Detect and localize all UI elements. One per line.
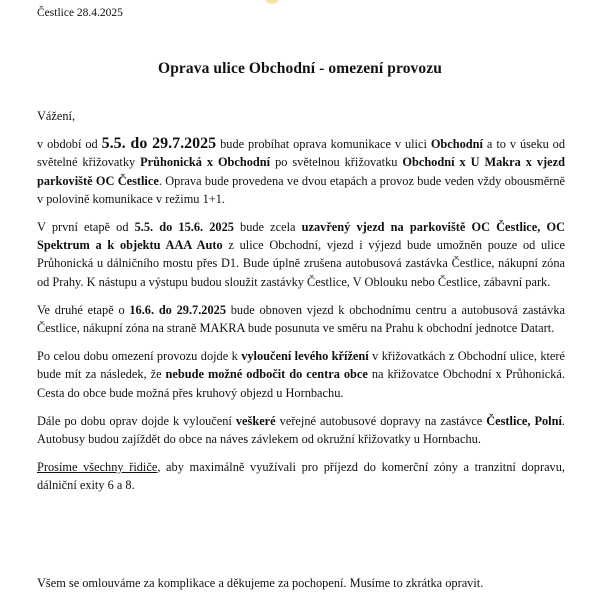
text: Ve druhé etapě o (37, 302, 130, 317)
text: . Autobusy budou zajíždět do obce na náves závlekem od okružní křižovatky u Hornbachu. (37, 413, 565, 447)
text: na křižovatce Obchodní x Průhonická. Cesta do obce bude možná přes kruhový objezd u Hornbachu. (37, 367, 565, 400)
greeting: Vážení, (37, 109, 76, 123)
no-turn-note: nebude možné odbočit do centra obce (165, 367, 368, 382)
letter-body (37, 107, 565, 505)
text: v období od (37, 137, 102, 152)
request-underlined: Prosíme všechny řidiče (37, 460, 158, 475)
text: V první etapě od (37, 220, 135, 235)
text: . Oprava bude provedena ve dvou etapách a provoz bude veden vždy obousměrně v polovině komunikace v režimu 1+1. (37, 173, 566, 206)
paragraph-stage-1 (37, 218, 565, 291)
closure-note: uzavřený vjezd na parkoviště OC Čestlice, OC Spektrum a k objektu AAA Auto (37, 220, 565, 253)
text: Dále po dobu oprav dojde k vyloučení (37, 413, 236, 428)
text: z ulice Obchodní, vjezd i výjezd bude umožněn pouze od ulice Průhonická u dálničního mostu přes D1. Bude úplně zrušena autobusová zastávka Čestlice, nákupní zóna od Prahy. K nástupu a výstupu budou sloužit zastávky Čestlice, V Oblouku nebo Čestlice, zábavní park. (37, 238, 565, 289)
intersection-end: Obchodní x U Makra x vjezd parkoviště OC Čestlice (37, 155, 565, 188)
text: v křižovatkách z Obchodní ulice, které bude mít za následek, že (37, 349, 565, 382)
paragraph-period (37, 135, 565, 208)
left-turn-exclusion: vyloučení levého křížení (241, 349, 369, 364)
page-title: Oprava ulice Obchodní - omezení provozu (158, 60, 442, 77)
text: veřejné autobusové dopravy na zastávce (275, 413, 487, 428)
bus-stop-name: Čestlice, Polní (486, 413, 562, 428)
text: po světelnou křižovatku (270, 155, 403, 170)
text: , aby maximálně využívali pro příjezd do komerční zóny a tranzitní dopravu, dálniční exity 6 a 8. (37, 460, 565, 493)
date-line: Čestlice 28.4.2025 (37, 7, 123, 19)
text: Po celou dobu omezení provozu dojde k (37, 349, 242, 364)
text: bude obnoven vjezd k obchodnímu centru a autobusová zastávka Čestlice, nákupní zóna na straně MAKRA bude posunuta ve směru na Prahu k obchodní jednotce Datart. (37, 302, 565, 336)
paragraph-request (37, 458, 565, 494)
period-dates: 5.5. do 29.7.2025 (101, 135, 217, 153)
text: bude probíhat oprava komunikace v ulici (216, 137, 431, 152)
intersection-start: Průhonická x Obchodní (140, 155, 271, 170)
closing-line: Všem se omlouváme za komplikace a děkujeme za pochopení. Musíme to zkrátka opravit. (37, 576, 484, 590)
stage-1-dates: 5.5. do 15.6. 2025 (134, 220, 234, 235)
street-name: Obchodní (430, 137, 483, 152)
paragraph-stage-2 (37, 301, 565, 337)
stage-2-dates: 16.6. do 29.7.2025 (129, 302, 226, 317)
paragraph-bus (37, 412, 565, 448)
all-emphasis: veškeré (235, 413, 276, 428)
logo-fragment (264, 0, 280, 4)
text: a to v úseku od světelné křižovatky (37, 137, 566, 170)
text: bude zcela (233, 220, 302, 235)
paragraph-left-turn (37, 347, 565, 402)
